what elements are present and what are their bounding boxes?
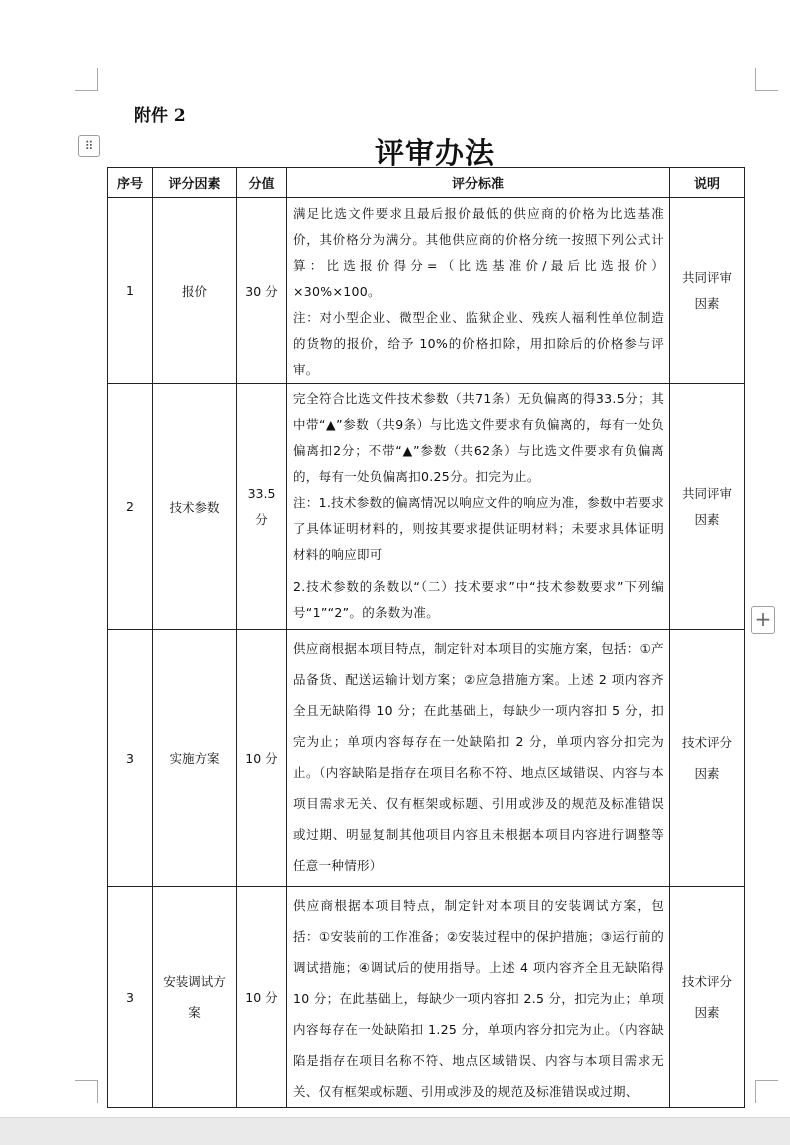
cell-factor[interactable]: 报价 <box>153 198 237 384</box>
table-move-handle-icon[interactable]: ⠿ <box>78 135 100 157</box>
col-header-factor: 评分因素 <box>153 168 237 198</box>
evaluation-table <box>107 167 745 1108</box>
cell-standard[interactable] <box>287 887 670 1108</box>
cell-score[interactable]: 10 分 <box>237 630 287 887</box>
cell-no[interactable]: 2 <box>108 384 153 630</box>
cell-standard[interactable] <box>287 198 670 384</box>
standard-paragraph: 注：对小型企业、微型企业、监狱企业、残疾人福利性单位制造的货物的报价，给予 10%的价格扣除，用扣除后的价格参与评审。 <box>293 310 664 377</box>
standard-paragraph: 供应商根据本项目特点，制定针对本项目的实施方案，包括：①产品备货、配送运输计划方案；②应急措施方案。上述 2 项内容齐全且无缺陷得 10 分；在此基础上，每缺少一项内容扣 5 分，扣完为止；单项内容每存在一处缺陷扣 2 分，单项内容分扣完为止。（内容缺陷是指存在项目名称不符、地点区域错误、内容与本项目需求无关、仅有框架或标题、引用或涉及的规范及标准错误或过期、明显复制其他项目内容且未根据本项目内容进行调整等任意一种情形） <box>293 641 664 873</box>
cell-note[interactable]: 共同评审因素 <box>670 198 745 384</box>
col-header-note: 说明 <box>670 168 745 198</box>
add-row-button[interactable]: + <box>751 606 775 634</box>
standard-paragraph: 注：1.技术参数的偏离情况以响应文件的响应为准，参数中若要求了具体证明材料的，则按其要求提供证明材料；未要求具体证明材料的响应即可 <box>293 495 664 562</box>
cell-score[interactable]: 10 分 <box>237 887 287 1108</box>
col-header-no: 序号 <box>108 168 153 198</box>
cell-factor[interactable]: 安装调试方案 <box>153 887 237 1108</box>
table-row <box>108 887 745 1108</box>
cell-no[interactable]: 3 <box>108 630 153 887</box>
cell-standard[interactable] <box>287 630 670 887</box>
page-title: 评审办法 <box>374 136 495 170</box>
page-corner-mark <box>755 1080 778 1103</box>
cell-score[interactable]: 33.5 分 <box>237 384 287 630</box>
bottom-status-bar <box>0 1117 790 1145</box>
attachment-label: 附件 2 <box>134 106 186 126</box>
standard-paragraph: 2.技术参数的条数以“（二）技术要求”中“技术参数要求”下列编号“1”“2”。的条数为准。 <box>293 579 664 620</box>
cell-no[interactable]: 3 <box>108 887 153 1108</box>
page-corner-mark <box>755 68 778 91</box>
cell-note[interactable]: 技术评分因素 <box>670 630 745 887</box>
cell-score[interactable]: 30 分 <box>237 198 287 384</box>
col-header-score: 分值 <box>237 168 287 198</box>
cell-no[interactable]: 1 <box>108 198 153 384</box>
table-row <box>108 384 745 630</box>
cell-note[interactable]: 技术评分因素 <box>670 887 745 1108</box>
page-corner-mark <box>75 68 98 91</box>
standard-paragraph: 满足比选文件要求且最后报价最低的供应商的价格为比选基准价，其价格分为满分。其他供应商的价格分统一按照下列公式计算：比选报价得分=（比选基准价/最后比选报价）×30%×100。 <box>293 206 664 299</box>
cell-factor[interactable]: 实施方案 <box>153 630 237 887</box>
table-row <box>108 630 745 887</box>
table-header-row <box>108 168 745 198</box>
col-header-standard: 评分标准 <box>287 168 670 198</box>
standard-paragraph: 完全符合比选文件技术参数（共71条）无负偏离的得33.5分；其中带“▲”参数（共9条）与比选文件要求有负偏离的，每有一处负偏离扣2分；不带“▲”参数（共62条）与比选文件要求有负偏离的，每有一处负偏离扣0.25分。扣完为止。 <box>293 391 664 484</box>
standard-paragraph: 供应商根据本项目特点，制定针对本项目的安装调试方案，包括：①安装前的工作准备；②安装过程中的保护措施；③运行前的调试措施；④调试后的使用指导。上述 4 项内容齐全且无缺陷得 10 分；在此基础上，每缺少一项内容扣 2.5 分，扣完为止；单项内容每存在一处缺陷扣 1.25 分，单项内容分扣完为止。（内容缺陷是指存在项目名称不符、地点区域错误、内容与本项目需求无关、仅有框架或标题、引用或涉及的规范及标准错误或过期、 <box>293 898 664 1099</box>
page-corner-mark <box>75 1080 98 1103</box>
table-row <box>108 198 745 384</box>
cell-factor[interactable]: 技术参数 <box>153 384 237 630</box>
cell-standard[interactable] <box>287 384 670 630</box>
cell-note[interactable]: 共同评审因素 <box>670 384 745 630</box>
